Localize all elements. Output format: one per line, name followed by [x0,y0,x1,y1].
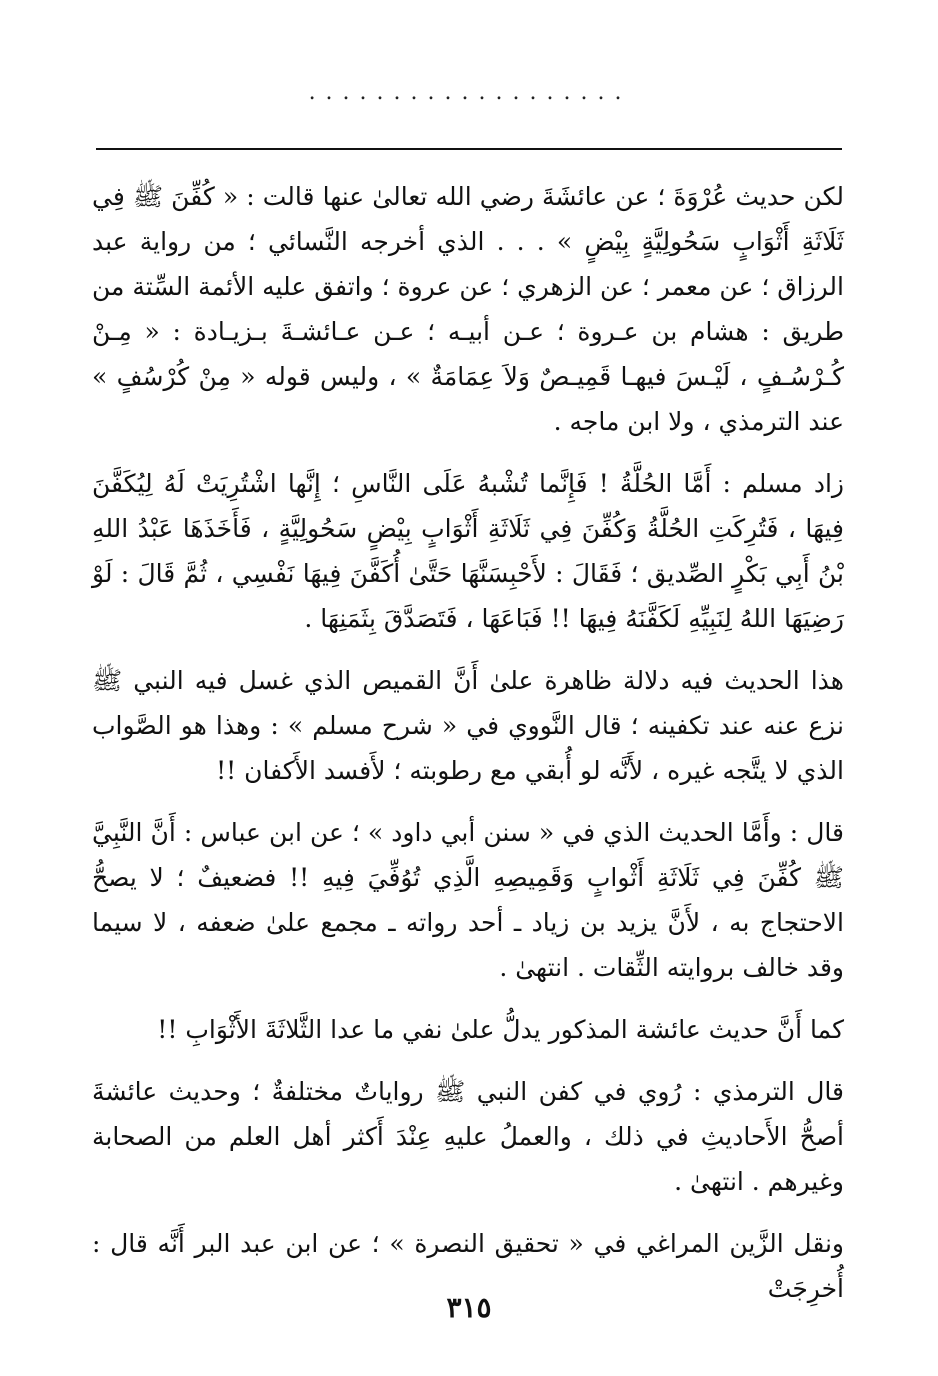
paragraph: زاد مسلم : أَمَّا الحُلَّةُ ! فَإِنَّما تُشْبهُ عَلَى النَّاسِ ؛ إِنَّها اشْتُرِيَتْ لَهُ لِيُكَفَّنَ فِيهَا ، فَتُرِكَتِ الحُلَّةُ وَكُفِّنَ فِي ثَلَاثَةِ أَثْوَابٍ بِيْضٍ سَحُولِيَّةٍ ، فَأَخَذَهَا عَبْدُ اللهِ بْنُ أَبِي بَكْرٍ الصِّديق ؛ فَقَالَ : لأَحْبِسَنَّهَا حَتَّىٰ أُكَفَّنَ فِيهَا نَفْسِي ، ثُمَّ قَالَ : لَوْ رَضِيَهَا اللهُ لِنَبِيِّهِ لَكَفَّنَهُ فِيهَا !! فَبَاعَهَا ، فَتَصَدَّقَ بِثَمَنِهَا . [92,469,844,633]
paragraph: كما أَنَّ حديث عائشة المذكور يدلُّ علىٰ نفي ما عدا الثَّلاثَةَ الأَثْوَابِ !! [157,1015,844,1044]
page-number: ٣١٥ [446,1291,492,1324]
paragraph: هذا الحديث فيه دلالة ظاهرة علىٰ أَنَّ القميص الذي غسل فيه النبي ﷺ نزع عنه عند تكفينه ؛ قال النَّووي في « شرح مسلم » : وهذا هو الصَّواب الذي لا يتَّجه غيره ، لأَنَّه لو أُبقي مع رطوبته ؛ لأَفسد الأَكفان !! [92,666,844,785]
header-dotted-line: ................... [308,80,632,105]
paragraph: ونقل الزَّين المراغي في « تحقيق النصرة » ؛ عن ابن عبد البر أَنَّه قال : أُخرِجَتْ [92,1229,844,1303]
paragraph: قال : وأَمَّا الحديث الذي في « سنن أبي داود » ؛ عن ابن عباس : أَنَّ النَّبِيَّ ﷺ كُفِّنَ فِي ثَلَاثَةِ أَثْوابٍ وَقَمِيصِهِ الَّذِي تُوُفِّيَ فِيهِ !! فضعيفٌ ؛ لا يصحُّ الاحتجاج به ، لأَنَّ يزيد بن زياد ـ أحد رواته ـ مجمع علىٰ ضعفه ، لا سيما وقد خالف بروايته الثِّقات . انتهىٰ . [92,818,844,982]
page-body [92,174,844,1328]
paragraph: قال الترمذي : رُوي في كفن النبي ﷺ رواياتٌ مختلفةٌ ؛ وحديث عائشةَ أصحُّ الأَحاديثِ في ذلك ، والعملُ عليهِ عِنْدَ أَكثر أهل العلم من الصحابة وغيرهم . انتهىٰ . [92,1077,844,1196]
header-rule [96,148,842,150]
paragraph: لكن حديث عُرْوَةَ ؛ عن عائشَةَ رضي الله تعالىٰ عنها قالت : « كُفِّنَ ﷺ فِي ثَلَاثَةِ أَثْوَابٍ سَحُولِيَّةٍ بِيْضٍ » . . . الذي أخرجه النَّسائي ؛ من رواية عبد الرزاق ؛ عن معمر ؛ عن الزهري ؛ عن عروة ؛ واتفق عليه الأئمة السِّتة من طريق : هشام بن عـروة ؛ عـن أبيـه ؛ عـن عـائشـةَ بـزيـادة : « مِـنْ كُـرْسُـفٍ ، لَيْـسَ فيهـا قَمِيـصٌ وَلاَ عِمَامَةٌ » ، وليس قوله « مِنْ كُرْسُفٍ » عند الترمذي ، ولا ابن ماجه . [92,182,844,436]
